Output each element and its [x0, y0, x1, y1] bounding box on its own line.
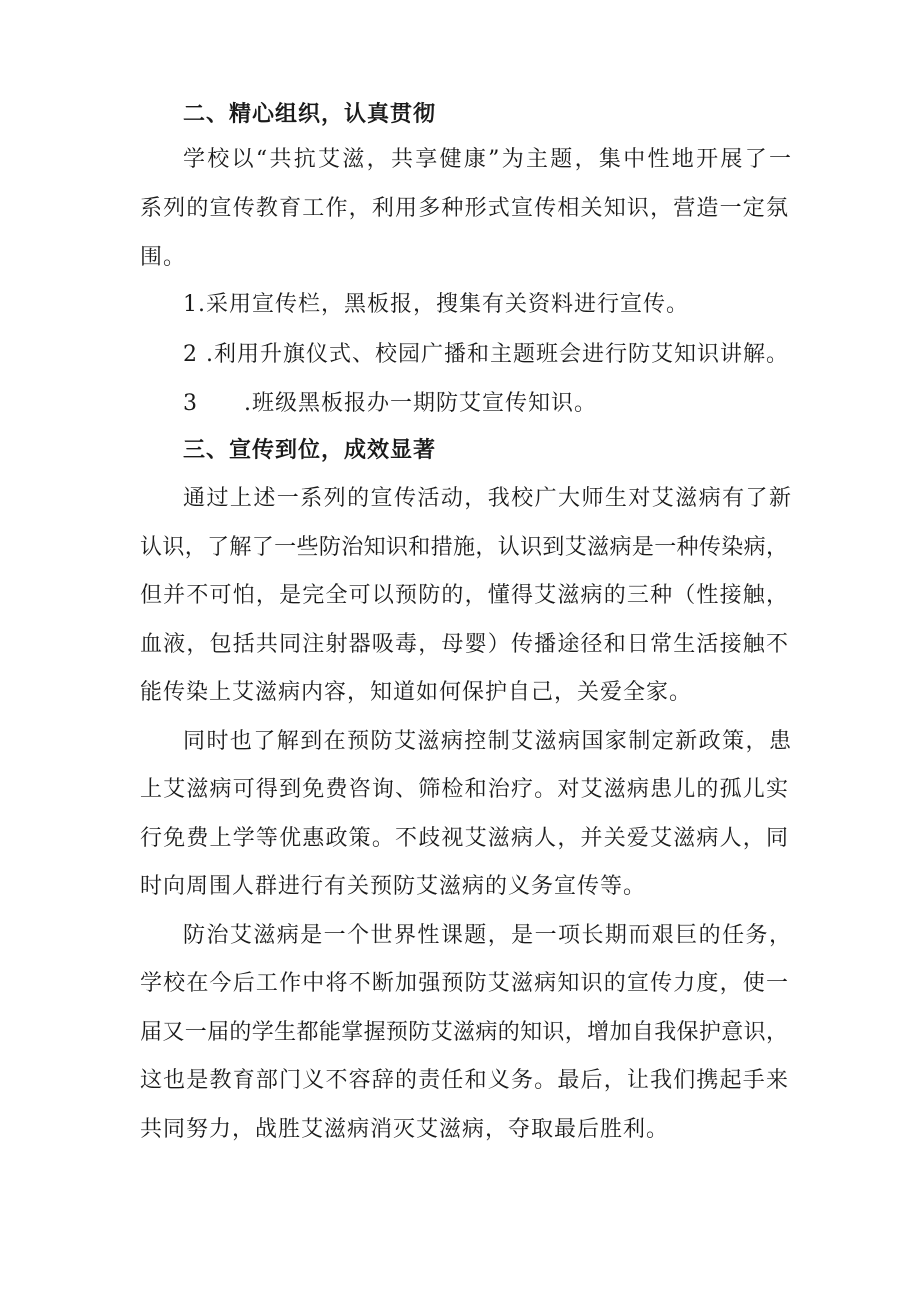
section2-list-item: 1.采用宣传栏，黑板报，搜集有关资料进行宣传。 [183, 292, 689, 317]
section3-para3-line: 防治艾滋病是一个世界性课题，是一项长期而艰巨的任务， [183, 923, 791, 948]
section2-list-item: 2 .利用升旗仪式、校园广播和主题班会进行防艾知识讲解。 [183, 342, 789, 367]
section3-para1-line: 通过上述一系列的宣传活动，我校广大师生对艾滋病有了新 [183, 486, 791, 511]
section3-para1-line: 能传染上艾滋病内容，知道如何保护自己，关爱全家。 [140, 680, 693, 705]
section3-para3-line: 共同努力，战胜艾滋病消灭艾滋病，夺取最后胜利。 [140, 1117, 670, 1142]
section3-para2-line: 时向周围人群进行有关预防艾滋病的义务宣传等。 [140, 874, 647, 899]
section3-para2-line: 同时也了解到在预防艾滋病控制艾滋病国家制定新政策，患 [183, 729, 791, 754]
section2-list-item: 3 .班级黑板报办一期防艾宣传知识。 [183, 391, 597, 416]
section2-heading: 二、精心组织，认真贯彻 [183, 102, 437, 127]
section3-para1-line: 认识，了解了一些防治知识和措施，认识到艾滋病是一种传染病， [140, 535, 788, 560]
section3-para2-line: 行免费上学等优惠政策。不歧视艾滋病人，并关爱艾滋病人，同 [140, 826, 788, 851]
section2-para1-line: 学校以“共抗艾滋，共享健康”为主题，集中性地开展了一 [183, 147, 791, 172]
section3-para1-line: 血液，包括共同注射器吸毒，母婴）传播途径和日常生活接触不 [140, 632, 788, 657]
section3-para3-line: 届又一届的学生都能掌握预防艾滋病的知识，增加自我保护意识， [140, 1020, 788, 1045]
section3-para2-line: 上艾滋病可得到免费咨询、筛检和治疗。对艾滋病患儿的孤儿实 [140, 777, 788, 802]
section3-para3-line: 这也是教育部门义不容辞的责任和义务。最后，让我们携起手来 [140, 1068, 788, 1093]
section2-para1-line: 围。 [140, 245, 187, 270]
section3-para3-line: 学校在今后工作中将不断加强预防艾滋病知识的宣传力度，使一 [140, 971, 788, 996]
section2-para1-line: 系列的宣传教育工作，利用多种形式宣传相关知识，营造一定氛 [140, 196, 788, 221]
section3-para1-line: 但并不可怕，是完全可以预防的，懂得艾滋病的三种（性接触， [140, 583, 788, 608]
section3-heading: 三、宣传到位，成效显著 [183, 438, 437, 463]
